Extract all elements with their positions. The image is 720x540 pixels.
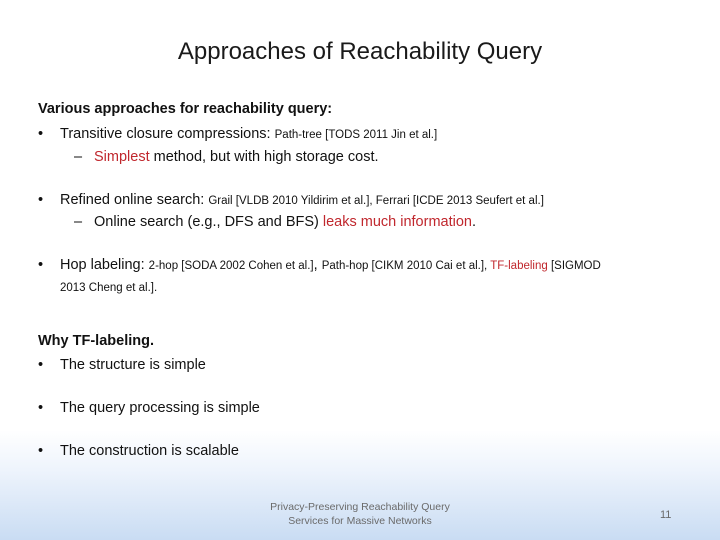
footer-line-1: Privacy-Preserving Reachability Query	[270, 501, 450, 513]
sub-bullet-text: method, but with high storage cost.	[149, 149, 379, 165]
citation-path-tree: Path-tree [TODS 2011 Jin et al.]	[274, 129, 438, 141]
slide-footer	[250, 500, 470, 528]
why-heading-period: .	[149, 333, 154, 349]
sub-bullet-text: Online search (e.g., DFS and BFS)	[94, 214, 323, 230]
bullet-marker: •	[38, 192, 44, 208]
page-number: 11	[660, 509, 672, 521]
why-item-emph: simple	[163, 357, 206, 373]
why-item-query	[38, 400, 260, 416]
bullet-online-search	[38, 192, 544, 208]
why-item-construction	[38, 443, 239, 459]
highlight-tf-labeling: TF-labeling	[490, 260, 548, 272]
citation-continuation: 2013 Cheng et al.].	[60, 282, 158, 294]
slide-title: Approaches of Reachability Query	[177, 38, 543, 65]
bullet-marker: •	[38, 257, 44, 273]
sub-bullet-end: .	[471, 214, 476, 230]
citation-grail-ferrari: Grail [VLDB 2010 Yildirim et al.], Ferrari [ICDE 2013 Seufert et al.]	[208, 195, 544, 207]
citation-sigmod: [SIGMOD	[547, 260, 601, 272]
citation-separator: ,	[313, 257, 322, 273]
why-item-text: The query processing is	[60, 400, 218, 416]
sub-bullet-simplest	[74, 149, 379, 165]
intro-heading: Various approaches for reachability query:	[38, 101, 333, 117]
bullet-main-text: Refined online search:	[60, 192, 209, 208]
why-heading	[38, 333, 154, 349]
why-item-text: The structure is	[60, 357, 164, 373]
why-item-text: The construction is	[60, 443, 186, 459]
why-heading-text: Why TF-labeling	[38, 333, 150, 349]
bullet-transitive-closure	[38, 126, 437, 142]
citation-2-hop: 2-hop [SODA 2002 Cohen et al.]	[148, 260, 314, 272]
why-item-structure	[38, 357, 206, 373]
bullet-main-text: Hop labeling:	[60, 257, 149, 273]
bullet-hop-labeling	[38, 257, 601, 273]
highlight-leaks: leaks much information	[322, 214, 472, 230]
bullet-marker: •	[38, 126, 44, 142]
highlight-simplest: Simplest	[94, 149, 150, 165]
dash-marker: –	[74, 149, 83, 165]
dash-marker: –	[74, 214, 83, 230]
footer-line-2: Services for Massive Networks	[288, 515, 432, 527]
bullet-marker: •	[38, 400, 44, 416]
why-item-emph: simple	[217, 400, 260, 416]
why-item-emph: scalable	[185, 443, 239, 459]
sub-bullet-online-search	[74, 214, 476, 230]
bullet-marker: •	[38, 357, 44, 373]
bullet-marker: •	[38, 443, 44, 459]
bullet-main-text: Transitive closure compressions:	[60, 126, 275, 142]
citation-path-hop: Path-hop [CIKM 2010 Cai et al.],	[321, 260, 491, 272]
